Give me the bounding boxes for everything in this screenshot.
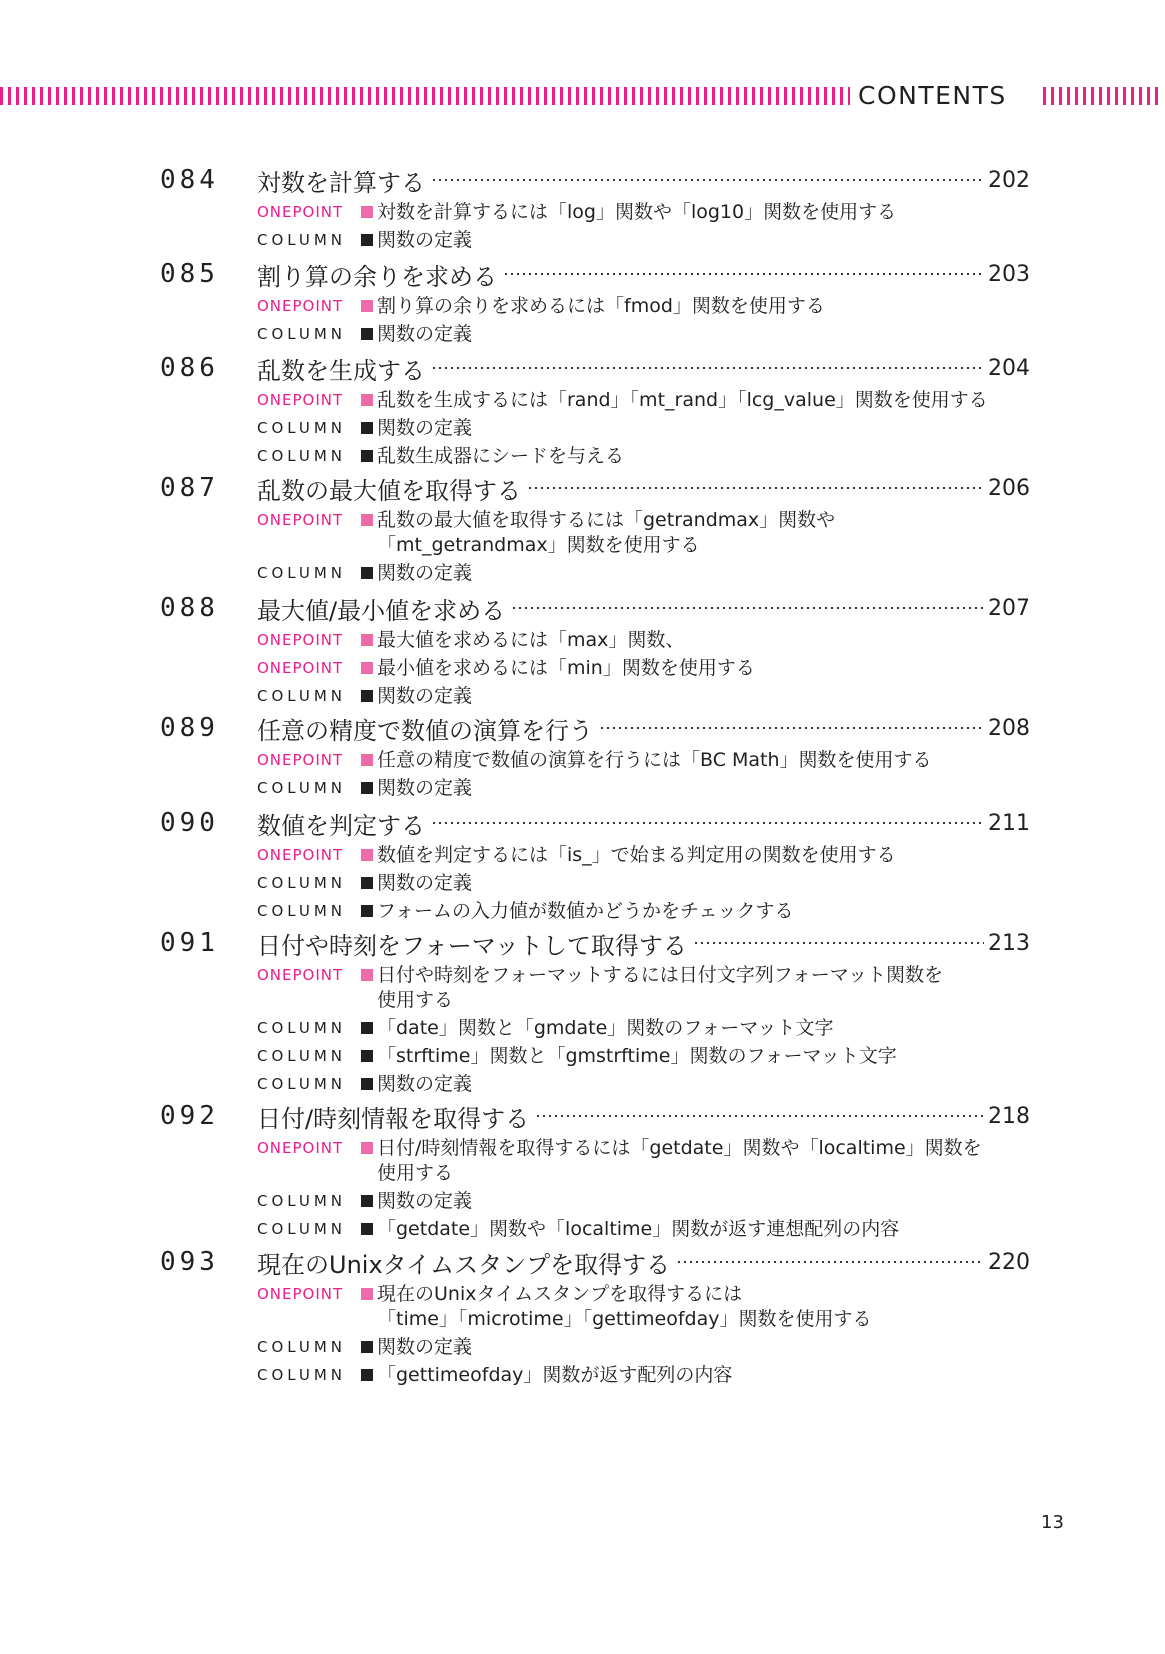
subitem-line: [359, 228, 472, 253]
entry-subitems: [257, 294, 1030, 347]
column-item: [257, 1363, 1030, 1388]
subitem-text: [359, 1217, 899, 1242]
subitem-text: [359, 388, 988, 413]
column-item: [257, 684, 1030, 709]
toc-entry[interactable]: [160, 350, 1030, 472]
column-item: [257, 1335, 1030, 1360]
entry-page-number: 202: [988, 167, 1030, 193]
toc-entry[interactable]: [160, 710, 1030, 804]
subitem-line: [359, 843, 896, 868]
entry-subitems: [257, 628, 1030, 709]
subitem-line-text: 数値を判定するには「is_」で始まる判定用の関数を使用する: [377, 844, 896, 866]
onepoint-item: [257, 200, 1030, 225]
square-bullet-icon: [361, 1078, 373, 1090]
subitem-text: [359, 843, 896, 868]
entry-title[interactable]: 対数を計算する: [257, 168, 425, 197]
subitem-line: [359, 656, 755, 681]
onepoint-label: ONEPOINT: [257, 203, 344, 221]
column-label: COLUMN: [257, 564, 347, 582]
subitem-text: [359, 228, 472, 253]
onepoint-label: ONEPOINT: [257, 1139, 344, 1157]
subitem-line: [359, 1335, 472, 1360]
entry-heading: [160, 162, 1030, 198]
column-item: [257, 444, 1030, 469]
entry-title[interactable]: 日付や時刻をフォーマットして取得する: [257, 931, 687, 960]
column-label: COLUMN: [257, 874, 347, 892]
entry-heading: [160, 590, 1030, 626]
subitem-line-text: 「gettimeofday」関数が返す配列の内容: [377, 1364, 733, 1386]
square-bullet-icon: [361, 690, 373, 702]
subitem-line: [359, 533, 835, 558]
entry-number: 091: [160, 928, 219, 958]
subitem-line-text: 「strftime」関数と「gmstrftime」関数のフォーマット文字: [377, 1045, 897, 1067]
onepoint-item: [257, 628, 1030, 653]
onepoint-item: [257, 1136, 1030, 1186]
onepoint-item: [257, 388, 1030, 413]
subitem-text: [359, 294, 825, 319]
subitem-line-text: 「mt_getrandmax」関数を使用する: [377, 534, 700, 556]
column-item: [257, 561, 1030, 586]
column-label: COLUMN: [257, 902, 347, 920]
onepoint-item: [257, 748, 1030, 773]
column-item: [257, 1016, 1030, 1041]
entry-heading: [160, 470, 1030, 506]
square-bullet-icon: [361, 905, 373, 917]
entry-number: 089: [160, 713, 219, 743]
entry-title-row: [257, 1244, 1030, 1280]
column-item: [257, 228, 1030, 253]
subitem-line-text: 割り算の余りを求めるには「fmod」関数を使用する: [377, 295, 825, 317]
page-number: 13: [1041, 1512, 1064, 1533]
column-label: COLUMN: [257, 1220, 347, 1238]
square-bullet-icon: [361, 969, 373, 981]
entry-title-row: [257, 470, 1030, 506]
square-bullet-icon: [361, 1195, 373, 1207]
subitem-line-text: 日付や時刻をフォーマットするには日付文字列フォーマット関数を: [377, 964, 944, 986]
subitem-text: [359, 200, 896, 225]
subitem-line-text: 「time」「microtime」「gettimeofday」関数を使用する: [377, 1308, 872, 1330]
dot-leader: [503, 273, 984, 275]
column-label: COLUMN: [257, 779, 347, 797]
onepoint-item: [257, 1282, 1030, 1332]
subitem-line-text: 「getdate」関数や「localtime」関数が返す連想配列の内容: [377, 1218, 900, 1240]
onepoint-item: [257, 656, 1030, 681]
onepoint-label: ONEPOINT: [257, 297, 344, 315]
subitem-line-text: 関数の定義: [377, 1073, 473, 1095]
subitem-line-text: 乱数の最大値を取得するには「getrandmax」関数や: [377, 509, 836, 531]
entry-title[interactable]: 乱数を生成する: [257, 356, 425, 385]
column-label: COLUMN: [257, 1366, 347, 1384]
dot-leader: [431, 367, 984, 369]
subitem-text: [359, 561, 472, 586]
entry-page-number: 211: [988, 810, 1030, 836]
entry-subitems: [257, 748, 1030, 801]
dot-leader: [431, 822, 984, 824]
entry-title[interactable]: 数値を判定する: [257, 811, 425, 840]
subitem-line-text: 使用する: [377, 989, 454, 1011]
subitem-text: [359, 1044, 897, 1069]
column-label: COLUMN: [257, 1075, 347, 1093]
subitem-line-text: フォームの入力値が数値かどうかをチェックする: [377, 900, 794, 922]
entry-subitems: [257, 963, 1030, 1097]
entry-page-number: 213: [988, 930, 1030, 956]
square-bullet-icon: [361, 300, 373, 312]
square-bullet-icon: [361, 394, 373, 406]
subitem-line-text: 関数の定義: [377, 1190, 473, 1212]
subitem-text: [359, 444, 624, 469]
entry-title-row: [257, 350, 1030, 386]
subitem-line: [359, 1282, 872, 1307]
column-label: COLUMN: [257, 1192, 347, 1210]
entry-heading: [160, 925, 1030, 961]
subitem-text: [359, 1072, 472, 1097]
column-item: [257, 1189, 1030, 1214]
subitem-line-text: 乱数を生成するには「rand」「mt_rand」「lcg_value」関数を使用する: [377, 389, 988, 411]
subitem-text: [359, 416, 472, 441]
column-item: [257, 899, 1030, 924]
onepoint-label: ONEPOINT: [257, 846, 344, 864]
subitem-line-text: 対数を計算するには「log」関数や「log10」関数を使用する: [377, 201, 897, 223]
subitem-line-text: 関数の定義: [377, 685, 473, 707]
subitem-text: [359, 656, 755, 681]
subitem-text: [359, 899, 793, 924]
entry-title-row: [257, 162, 1030, 198]
onepoint-label: ONEPOINT: [257, 631, 344, 649]
column-item: [257, 1044, 1030, 1069]
onepoint-item: [257, 843, 1030, 868]
dot-leader: [511, 607, 984, 609]
entry-title-row: [257, 1098, 1030, 1134]
subitem-line-text: 関数の定義: [377, 562, 473, 584]
entry-subitems: [257, 508, 1030, 586]
subitem-line: [359, 322, 472, 347]
square-bullet-icon: [361, 754, 373, 766]
column-label: COLUMN: [257, 325, 347, 343]
subitem-line: [359, 684, 472, 709]
entry-number: 090: [160, 808, 219, 838]
entry-number: 086: [160, 353, 219, 383]
onepoint-label: ONEPOINT: [257, 1285, 344, 1303]
entry-page-number: 206: [988, 475, 1030, 501]
column-label: COLUMN: [257, 419, 347, 437]
subitem-line: [359, 561, 472, 586]
column-label: COLUMN: [257, 1019, 347, 1037]
toc-entry[interactable]: [160, 1244, 1030, 1391]
square-bullet-icon: [361, 1341, 373, 1353]
toc-entry[interactable]: [160, 470, 1030, 589]
entry-page-number: 203: [988, 261, 1030, 287]
subitem-line-text: 関数の定義: [377, 229, 473, 251]
subitem-line: [359, 963, 943, 988]
subitem-line-text: 日付/時刻情報を取得するには「getdate」関数や「localtime」関数を: [377, 1137, 982, 1159]
column-item: [257, 322, 1030, 347]
subitem-text: [359, 1363, 732, 1388]
subitem-line-text: 最小値を求めるには「min」関数を使用する: [377, 657, 755, 679]
subitem-line: [359, 200, 896, 225]
subitem-line: [359, 1136, 982, 1161]
onepoint-label: ONEPOINT: [257, 511, 344, 529]
subitem-line: [359, 1307, 872, 1332]
subitem-text: [359, 628, 684, 653]
square-bullet-icon: [361, 877, 373, 889]
square-bullet-icon: [361, 1022, 373, 1034]
subitem-line-text: 乱数生成器にシードを与える: [377, 445, 625, 467]
subitem-text: [359, 322, 472, 347]
subitem-line: [359, 871, 472, 896]
square-bullet-icon: [361, 782, 373, 794]
entry-subitems: [257, 843, 1030, 924]
column-label: COLUMN: [257, 1047, 347, 1065]
column-label: COLUMN: [257, 1338, 347, 1356]
onepoint-label: ONEPOINT: [257, 966, 344, 984]
entry-number: 084: [160, 165, 219, 195]
subitem-text: [359, 871, 472, 896]
subitem-text: [359, 684, 472, 709]
subitem-line: [359, 776, 472, 801]
square-bullet-icon: [361, 328, 373, 340]
entry-number: 093: [160, 1247, 219, 1277]
entry-number: 092: [160, 1101, 219, 1131]
entry-title[interactable]: 乱数の最大値を取得する: [257, 476, 521, 505]
column-label: COLUMN: [257, 447, 347, 465]
column-label: COLUMN: [257, 231, 347, 249]
subitem-line-text: 関数の定義: [377, 777, 473, 799]
entry-heading: [160, 1098, 1030, 1134]
onepoint-item: [257, 508, 1030, 558]
entry-title-row: [257, 925, 1030, 961]
onepoint-item: [257, 963, 1030, 1013]
onepoint-item: [257, 294, 1030, 319]
column-item: [257, 871, 1030, 896]
subitem-text: [359, 1282, 872, 1332]
subitem-line-text: 使用する: [377, 1162, 454, 1184]
square-bullet-icon: [361, 234, 373, 246]
subitem-line: [359, 508, 835, 533]
subitem-line: [359, 899, 793, 924]
subitem-line: [359, 1363, 732, 1388]
entry-heading: [160, 805, 1030, 841]
subitem-line-text: 関数の定義: [377, 417, 473, 439]
subitem-line-text: 関数の定義: [377, 1336, 473, 1358]
onepoint-label: ONEPOINT: [257, 751, 344, 769]
dot-leader: [527, 487, 984, 489]
subitem-line: [359, 1217, 899, 1242]
entry-subitems: [257, 388, 1030, 469]
subitem-line-text: 関数の定義: [377, 872, 473, 894]
toc-entry[interactable]: [160, 1098, 1030, 1245]
square-bullet-icon: [361, 662, 373, 674]
subitem-line: [359, 1189, 472, 1214]
toc-entry[interactable]: [160, 805, 1030, 927]
subitem-text: [359, 1016, 834, 1041]
dot-leader: [599, 727, 984, 729]
subitem-line-text: 最大値を求めるには「max」関数、: [377, 629, 685, 651]
subitem-line-text: 関数の定義: [377, 323, 473, 345]
square-bullet-icon: [361, 1142, 373, 1154]
subitem-line: [359, 416, 472, 441]
entry-heading: [160, 1244, 1030, 1280]
subitem-line: [359, 294, 825, 319]
dot-leader: [676, 1261, 984, 1263]
subitem-text: [359, 508, 835, 558]
subitem-line: [359, 988, 943, 1013]
square-bullet-icon: [361, 849, 373, 861]
subitem-line: [359, 748, 932, 773]
square-bullet-icon: [361, 1223, 373, 1235]
entry-number: 087: [160, 473, 219, 503]
square-bullet-icon: [361, 206, 373, 218]
square-bullet-icon: [361, 514, 373, 526]
entry-title[interactable]: 最大値/最小値を求める: [257, 596, 506, 625]
entry-title-row: [257, 256, 1030, 292]
entry-subitems: [257, 1136, 1030, 1242]
entry-page-number: 220: [988, 1249, 1030, 1275]
square-bullet-icon: [361, 1369, 373, 1381]
entry-heading: [160, 256, 1030, 292]
entry-heading: [160, 350, 1030, 386]
entry-page-number: 204: [988, 355, 1030, 381]
entry-title-row: [257, 590, 1030, 626]
dot-leader: [535, 1115, 984, 1117]
toc-entry[interactable]: [160, 256, 1030, 350]
subitem-text: [359, 748, 932, 773]
onepoint-label: ONEPOINT: [257, 391, 344, 409]
subitem-line: [359, 1161, 982, 1186]
dot-leader: [431, 179, 984, 181]
subitem-text: [359, 1189, 472, 1214]
square-bullet-icon: [361, 422, 373, 434]
entry-subitems: [257, 200, 1030, 253]
entry-number: 088: [160, 593, 219, 623]
subitem-line: [359, 1044, 897, 1069]
entry-heading: [160, 710, 1030, 746]
toc-entry[interactable]: [160, 925, 1030, 1100]
subitem-line: [359, 628, 684, 653]
column-item: [257, 776, 1030, 801]
subitem-line: [359, 1016, 834, 1041]
contents-header-label: CONTENTS: [858, 81, 1007, 110]
toc-entry[interactable]: [160, 162, 1030, 256]
entry-title[interactable]: 割り算の余りを求める: [257, 262, 497, 291]
entry-title[interactable]: 任意の精度で数値の演算を行う: [257, 716, 593, 745]
subitem-text: [359, 776, 472, 801]
entry-title-row: [257, 710, 1030, 746]
subitem-line: [359, 388, 988, 413]
entry-title-row: [257, 805, 1030, 841]
entry-subitems: [257, 1282, 1030, 1388]
subitem-line-text: 任意の精度で数値の演算を行うには「BC Math」関数を使用する: [377, 749, 932, 771]
onepoint-label: ONEPOINT: [257, 659, 344, 677]
square-bullet-icon: [361, 1288, 373, 1300]
entry-page-number: 218: [988, 1103, 1030, 1129]
square-bullet-icon: [361, 634, 373, 646]
column-item: [257, 1072, 1030, 1097]
entry-page-number: 207: [988, 595, 1030, 621]
subitem-line-text: 「date」関数と「gmdate」関数のフォーマット文字: [377, 1017, 834, 1039]
toc-entry[interactable]: [160, 590, 1030, 712]
column-item: [257, 416, 1030, 441]
entry-page-number: 208: [988, 715, 1030, 741]
square-bullet-icon: [361, 450, 373, 462]
subitem-text: [359, 1335, 472, 1360]
entry-title[interactable]: 日付/時刻情報を取得する: [257, 1104, 530, 1133]
subitem-line: [359, 1072, 472, 1097]
column-item: [257, 1217, 1030, 1242]
subitem-text: [359, 963, 943, 1013]
dot-leader: [693, 942, 984, 944]
entry-number: 085: [160, 259, 219, 289]
subitem-line: [359, 444, 624, 469]
subitem-line-text: 現在のUnixタイムスタンプを取得するには: [377, 1283, 743, 1305]
subitem-text: [359, 1136, 982, 1186]
column-label: COLUMN: [257, 687, 347, 705]
entry-title[interactable]: 現在のUnixタイムスタンプを取得する: [257, 1250, 671, 1279]
square-bullet-icon: [361, 567, 373, 579]
square-bullet-icon: [361, 1050, 373, 1062]
